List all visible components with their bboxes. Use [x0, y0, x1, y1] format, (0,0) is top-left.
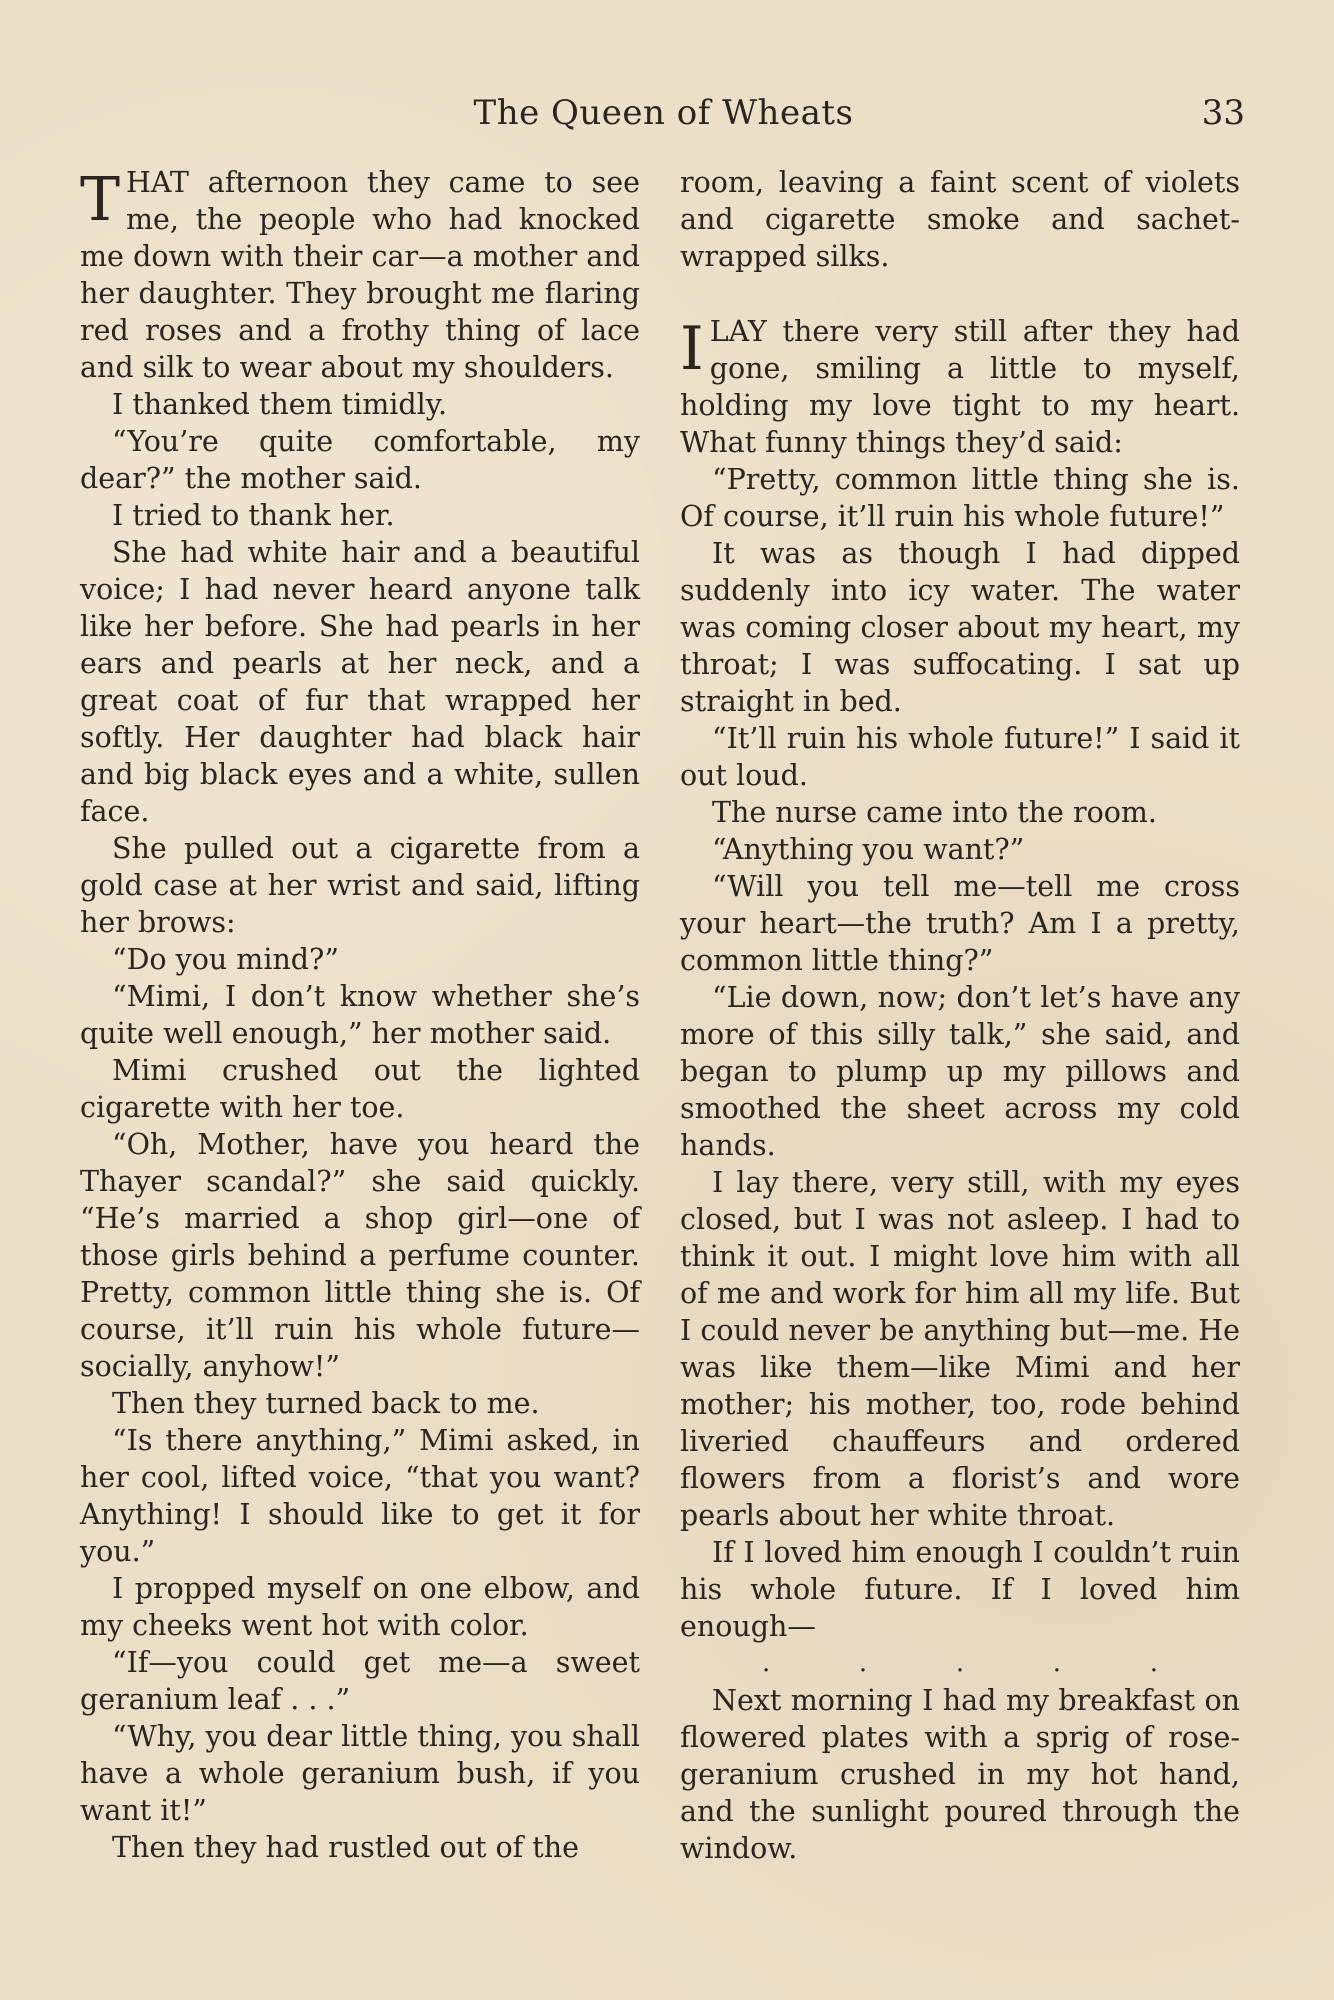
- closing-paragraph: Next morning I had my breakfast on flowered plates with a sprig of rose-geranium crushed in my hot hand, and the sunlight poured through the window.: [680, 1684, 1240, 1865]
- paragraph: “Oh, Mother, have you heard the Thayer scandal?” she said quickly. “He’s married a shop girl—one of those girls behind a perfume counter. Pretty, common little thing she is. Of course, it’ll ruin his whole future—socially, anyhow!”: [80, 1128, 640, 1383]
- section-break-dot: .: [955, 1648, 965, 1678]
- paragraph: I thanked them timidly.: [112, 388, 448, 421]
- paragraph: She had white hair and a beautiful voice; I had never heard anyone talk like her before. She had pearls in her ears and pearls at her neck, and a great coat of fur that wrapped her softly. Her daughter had black hair and big black eyes and a white, sullen face.: [80, 536, 640, 828]
- paragraph: If I loved him enough I couldn’t ruin his whole future. If I loved him enough—: [680, 1536, 1240, 1643]
- paragraph: Mimi crushed out the lighted cigarette with her toe.: [80, 1054, 640, 1124]
- paragraph: Then they had rustled out of the: [112, 1831, 579, 1864]
- left-column: [80, 164, 640, 1866]
- opening-paragraph: [80, 164, 640, 386]
- paragraph: “If—you could get me—a sweet geranium leaf . . .”: [80, 1646, 640, 1716]
- paragraph: “Do you mind?”: [112, 943, 339, 976]
- drop-cap: I: [680, 314, 704, 384]
- paragraph: She pulled out a cigarette from a gold case at her wrist and said, lifting her brows:: [80, 832, 640, 939]
- opening-text: HAT afternoon they came to see me, the people who had knocked me down with their car—a mother and her daughter. They brought me flaring red roses and a frothy thing of lace and silk to wear about my shoulders.: [80, 166, 640, 384]
- paragraph: It was as though I had dipped suddenly into icy water. The water was coming closer about my heart, my throat; I was suffocating. I sat up straight in bed.: [680, 537, 1240, 718]
- section-break-dot: .: [1052, 1648, 1062, 1678]
- paragraph: “Is there anything,” Mimi asked, in her cool, lifted voice, “that you want? Anything! I should like to get it for you.”: [80, 1424, 640, 1568]
- paragraph: “Will you tell me—tell me cross your heart—the truth? Am I a pretty, common little thing?”: [680, 870, 1240, 977]
- paragraph: “Pretty, common little thing she is. Of course, it’ll ruin his whole future!”: [680, 463, 1240, 533]
- paragraph: I lay there, very still, with my eyes closed, but I was not asleep. I had to think it out. I might love him with all of me and work for him all my life. But I could never be anything but—me. He was like them—like Mimi and her mother; his mother, too, rode behind liveried chauffeurs and ordered flowers from a florist’s and wore pearls about her white throat.: [680, 1166, 1240, 1532]
- section-break-dot: .: [858, 1648, 868, 1678]
- drop-cap: T: [80, 165, 121, 235]
- paragraph: “Lie down, now; don’t let’s have any more of this silly talk,” she said, and began to plump up my pillows and smoothed the sheet across my cold hands.: [680, 981, 1240, 1162]
- section-break-dot: .: [1149, 1648, 1158, 1678]
- paragraph: “You’re quite comfortable, my dear?” the mother said.: [80, 425, 640, 495]
- paragraph: “Why, you dear little thing, you shall have a whole geranium bush, if you want it!”: [80, 1720, 640, 1827]
- paragraph: “Anything you want?”: [712, 833, 1025, 866]
- opening-text: LAY there very still after they had gone, smiling a little to myself, holding my love tight to my heart. What funny things they’d said:: [680, 315, 1240, 459]
- right-column: [680, 164, 1240, 1867]
- paragraph: “Mimi, I don’t know whether she’s quite well enough,” her mother said.: [80, 980, 640, 1050]
- continued-paragraph: room, leaving a faint scent of violets and cigarette smoke and sachet-wrapped silks.: [680, 166, 1240, 273]
- paragraph: “It’ll ruin his whole future!” I said it out loud.: [680, 722, 1240, 792]
- section-break: [680, 1645, 1240, 1682]
- section-opening-paragraph: [680, 313, 1240, 461]
- paragraph: The nurse came into the room.: [712, 796, 1157, 829]
- paragraph: I propped myself on one elbow, and my cheeks went hot with color.: [80, 1572, 640, 1642]
- section-break-dot: .: [762, 1648, 771, 1678]
- page-number: 33: [1201, 93, 1245, 133]
- running-title: The Queen of Wheats: [473, 93, 854, 133]
- paragraph: I tried to thank her.: [112, 499, 395, 532]
- running-head: [82, 88, 1245, 138]
- paragraph: Then they turned back to me.: [112, 1387, 540, 1420]
